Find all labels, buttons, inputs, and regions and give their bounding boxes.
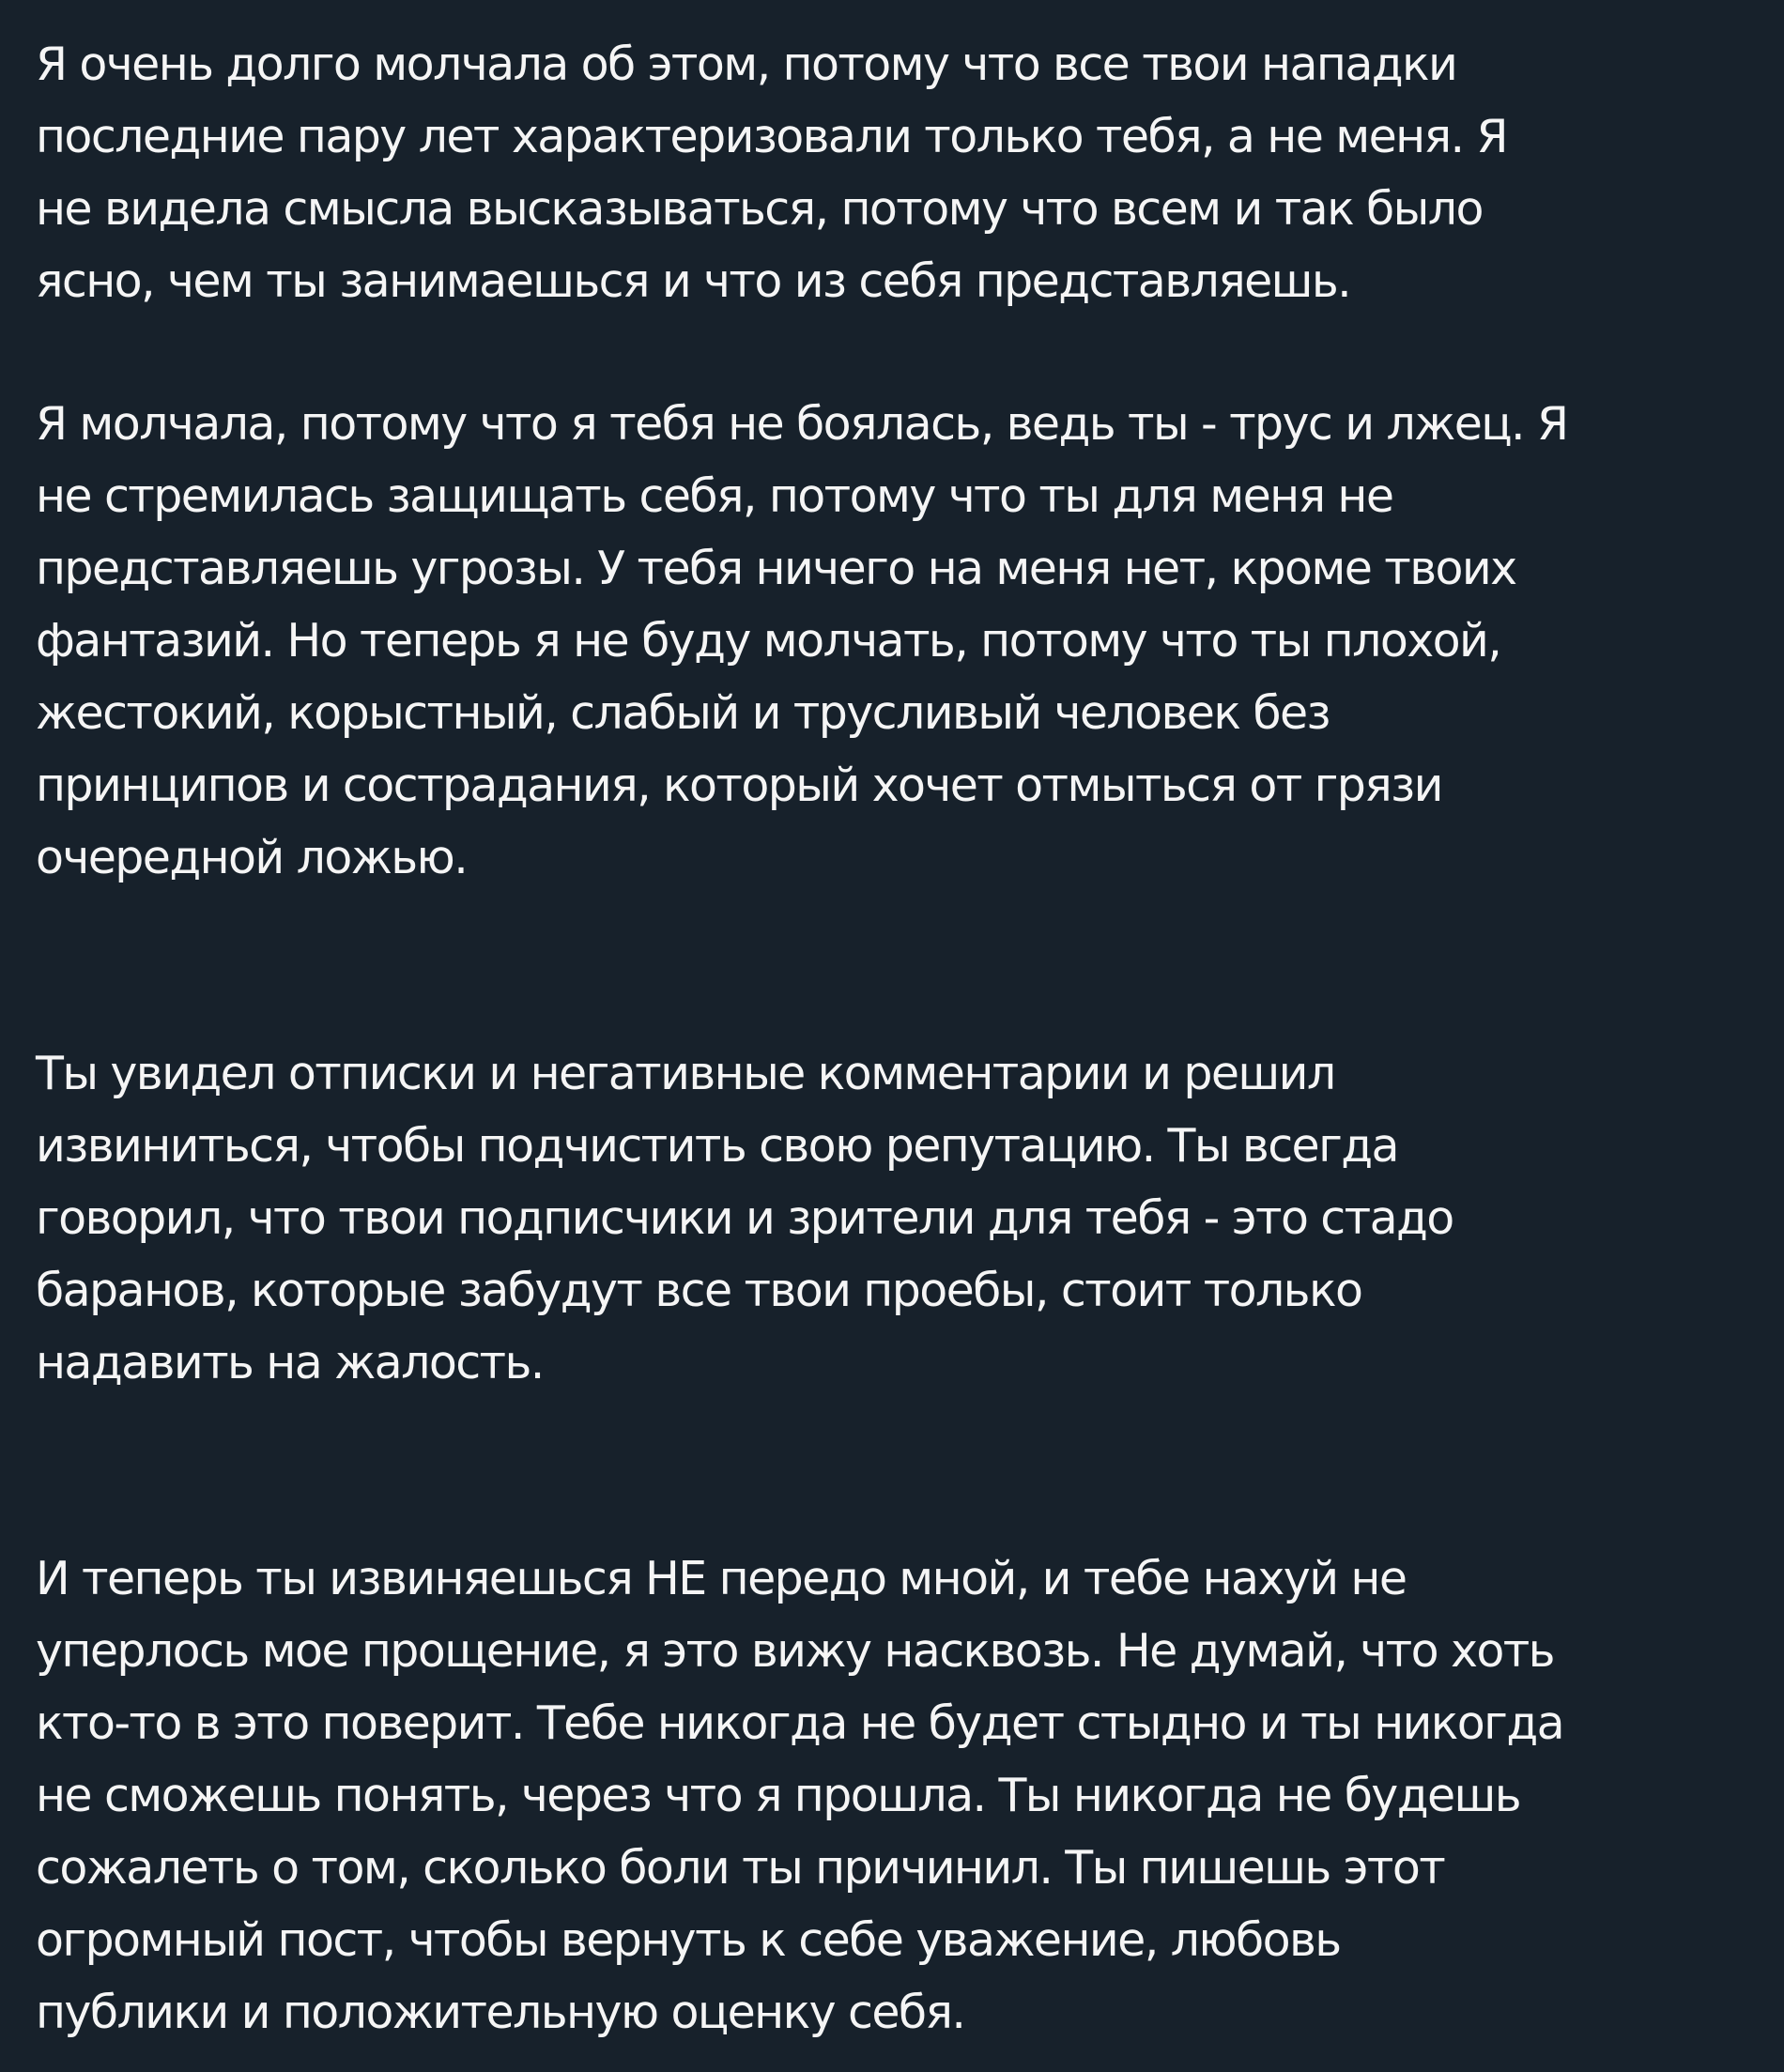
message-line: последние пару лет характеризовали только тебя, а не меня. Я (36, 110, 1507, 163)
message-line: фантазий. Но теперь я не буду молчать, потому что ты плохой, (36, 614, 1501, 668)
message-line: Я очень долго молчала об этом, потому что все твои нападки (36, 38, 1457, 91)
message-line: очередной ложью. (36, 831, 468, 884)
message-line: публики и положительную оценку себя. (36, 1986, 965, 2039)
message-line: не видела смысла высказываться, потому что всем и так было (36, 182, 1483, 236)
message-line: сожалеть о том, сколько боли ты причинил. Ты пишешь этот (36, 1841, 1445, 1895)
message-line: баранов, которые забудут все твои проебы, стоит только (36, 1264, 1362, 1317)
message-line: извиниться, чтобы подчистить свою репутацию. Ты всегда (36, 1119, 1398, 1173)
message-line: уперлось мое прощение, я это вижу насквозь. Не думай, что хоть (36, 1624, 1554, 1678)
message-line: огромный пост, чтобы вернуть к себе уважение, любовь (36, 1913, 1341, 1967)
message-line: кто-то в это поверит. Тебе никогда не будет стыдно и ты никогда (36, 1696, 1564, 1750)
message-line: представляешь угрозы. У тебя ничего на меня нет, кроме твоих (36, 542, 1516, 595)
message-line: не сможешь понять, через что я прошла. Ты никогда не будешь (36, 1769, 1521, 1822)
message-line: жестокий, корыстный, слабый и трусливый человек без (36, 686, 1330, 740)
message-line: говорил, что твои подписчики и зрители для тебя - это стадо (36, 1191, 1453, 1245)
message-line: Ты увидел отписки и негативные комментарии и решил (36, 1047, 1335, 1100)
message-line: ясно, чем ты занимаешься и что из себя представляешь. (36, 254, 1351, 308)
message-line: И теперь ты извиняешься НЕ передо мной, и тебе нахуй не (36, 1552, 1407, 1605)
message-line: принципов и сострадания, который хочет отмыться от грязи (36, 759, 1442, 812)
message-line: надавить на жалость. (36, 1336, 544, 1389)
message-line: Я молчала, потому что я тебя не боялась, ведь ты - трус и лжец. Я (36, 397, 1568, 451)
message-line: не стремилась защищать себя, потому что ты для меня не (36, 469, 1393, 523)
